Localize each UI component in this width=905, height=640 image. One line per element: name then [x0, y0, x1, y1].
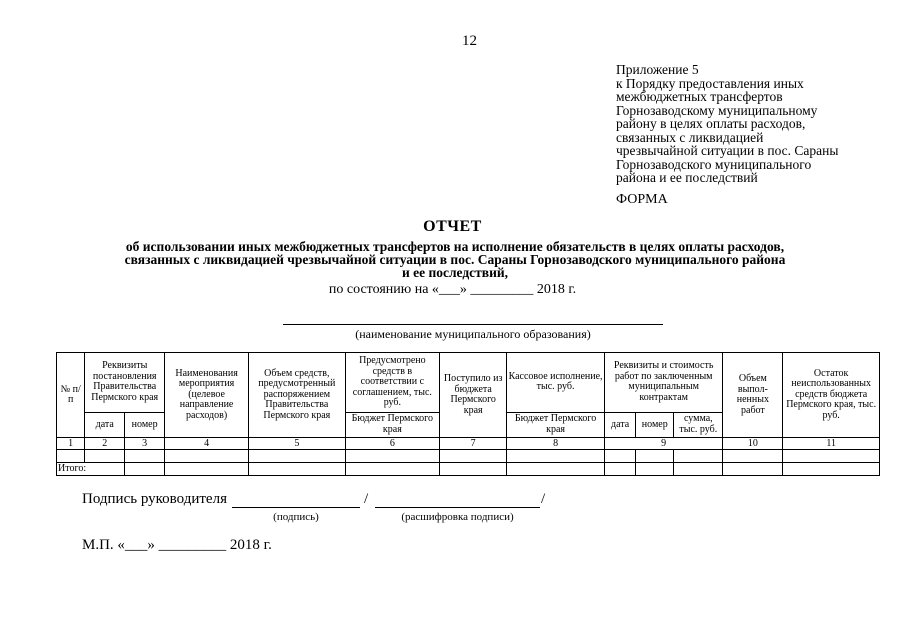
header-volume-funds: Объем средств, предусмотренный распоряжением Правительства Пермского края — [249, 353, 346, 438]
column-number: 9 — [604, 438, 723, 450]
subtitle-line: связанных с ликвидацией чрезвычайной ситуации в пос. Сараны Горнозаводского муниципального района — [124, 252, 786, 267]
header-contract-date: дата — [604, 412, 635, 437]
signature-label: Подпись руководителя — [82, 491, 227, 507]
total-label: Итого: — [57, 463, 125, 476]
table-cell[interactable] — [249, 463, 346, 476]
table-cell[interactable] — [723, 463, 783, 476]
header-num: № п/п — [57, 353, 85, 438]
appendix-block — [616, 63, 896, 185]
table-cell[interactable] — [165, 463, 249, 476]
table-cell[interactable] — [723, 450, 783, 463]
column-number: 3 — [125, 438, 165, 450]
table-cell[interactable] — [783, 450, 880, 463]
header-requisites: Реквизиты постановления Правительства Пермского края — [85, 353, 165, 413]
table-cell[interactable] — [440, 450, 507, 463]
signature-decoding-line[interactable] — [375, 507, 540, 508]
header-activity: Наименования мероприятия (целевое направление расходов) — [165, 353, 249, 438]
page-number: 12 — [462, 33, 477, 49]
table-cell[interactable] — [440, 463, 507, 476]
column-number: 10 — [723, 438, 783, 450]
table-cell[interactable] — [507, 450, 605, 463]
table-cell[interactable] — [636, 450, 674, 463]
report-date-line: по состоянию на «___» _________ 2018 г. — [328, 282, 577, 297]
table-cell[interactable] — [604, 450, 635, 463]
subtitle-line: и ее последствий, — [401, 265, 509, 280]
appendix-line: Горнозаводскому муниципальному — [616, 102, 818, 118]
appendix-line: связанных с ликвидацией — [616, 129, 764, 145]
header-contracts: Реквизиты и стоимость работ по заключенным муниципальным контрактам — [604, 353, 723, 413]
total-row — [57, 463, 880, 476]
column-number: 7 — [440, 438, 507, 450]
municipality-fill-line — [283, 324, 663, 325]
header-contract-sum: сумма, тыс. руб. — [674, 412, 723, 437]
table-cell[interactable] — [249, 450, 346, 463]
header-planned: Предусмотрено средств в соответствии с соглашением, тыс. руб. — [345, 353, 439, 413]
column-number: 6 — [345, 438, 439, 450]
report-title: ОТЧЕТ — [423, 218, 482, 235]
appendix-line: района и ее последствий — [616, 170, 758, 185]
table-cell[interactable] — [125, 450, 165, 463]
header-number: номер — [125, 412, 165, 437]
signature-decoding-caption: (расшифровка подписи) — [401, 511, 514, 523]
signature-caption: (подпись) — [273, 511, 319, 523]
column-number: 1 — [57, 438, 85, 450]
column-number: 8 — [507, 438, 605, 450]
table-cell[interactable] — [345, 450, 439, 463]
column-number: 2 — [85, 438, 125, 450]
table-cell[interactable] — [125, 463, 165, 476]
form-label: ФОРМА — [616, 192, 668, 207]
signature-line[interactable] — [232, 507, 360, 508]
header-contract-number: номер — [636, 412, 674, 437]
stamp-date-line: М.П. «___» _________ 2018 г. — [82, 537, 272, 553]
table-cell[interactable] — [783, 463, 880, 476]
table-cell[interactable] — [674, 450, 723, 463]
column-number: 11 — [783, 438, 880, 450]
table-cell[interactable] — [57, 450, 85, 463]
table-cell[interactable] — [604, 463, 635, 476]
report-table — [56, 352, 880, 476]
appendix-line: чрезвычайной ситуации в пос. Сараны — [616, 143, 839, 158]
appendix-line: межбюджетных трансфертов — [616, 89, 783, 104]
table-header-row — [57, 353, 880, 413]
header-balance: Остаток неиспользованных средств бюджета Пермского края, тыс. руб. — [783, 353, 880, 438]
report-subtitle — [60, 240, 850, 279]
table-cell[interactable] — [165, 450, 249, 463]
header-cash: Кассовое исполнение, тыс. руб. — [507, 353, 605, 413]
appendix-line: району в целях оплаты расходов, — [616, 116, 806, 131]
table-cell[interactable] — [636, 463, 674, 476]
header-cash-budget: Бюджет Пермского края — [507, 412, 605, 437]
column-number-row — [57, 438, 880, 450]
table-cell[interactable] — [85, 450, 125, 463]
appendix-line: Приложение 5 — [616, 62, 699, 77]
appendix-line: Горнозаводского муниципального — [616, 156, 812, 172]
municipality-caption: (наименование муниципального образования) — [355, 327, 591, 341]
column-number: 5 — [249, 438, 346, 450]
header-planned-budget: Бюджет Пермского края — [345, 412, 439, 437]
subtitle-line: об использовании иных межбюджетных трансфертов на исполнение обязательств в целях оплаты расходов, — [125, 239, 785, 254]
table-cell[interactable] — [507, 463, 605, 476]
header-date: дата — [85, 412, 125, 437]
table-cell[interactable] — [674, 463, 723, 476]
signature-separator: / — [364, 491, 369, 507]
table-row — [57, 450, 880, 463]
header-received: Поступило из бюджета Пермского края — [440, 353, 507, 438]
table-cell[interactable] — [345, 463, 439, 476]
header-work-volume: Объем выпол-ненных работ — [723, 353, 783, 438]
signature-separator: / — [541, 491, 546, 507]
column-number: 4 — [165, 438, 249, 450]
appendix-line: к Порядку предоставления иных — [616, 75, 804, 91]
